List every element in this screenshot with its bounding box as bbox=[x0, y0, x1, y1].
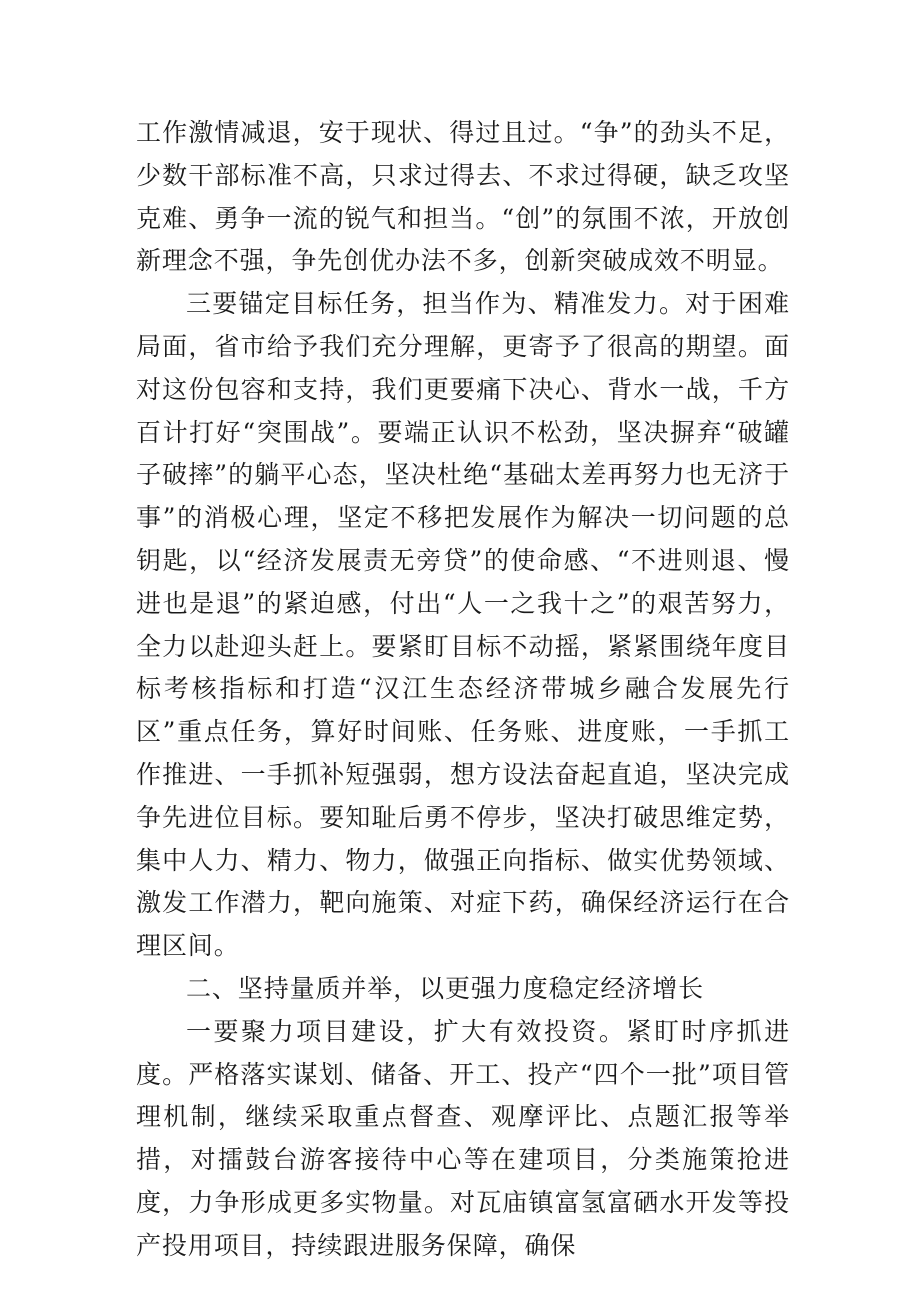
paragraph-continuation: 工作激情减退，安于现状、得过且过。“争”的劲头不足，少数干部标准不高，只求过得去、不求过得硬，缺乏攻坚克难、勇争一流的锐气和担当。“创”的氛围不浓，开放创新理念不强，争先创优办法不多，创新突破成效不明显。 bbox=[136, 118, 790, 276]
section-heading: 二、坚持量质并举，以更强力度稳定经济增长 bbox=[186, 973, 705, 1003]
paragraph-target-tasks: 三要锚定目标任务，担当作为、精准发力。对于困难局面，省市给予我们充分理解，更寄予了很高的期望。面对这份包容和支持，我们更要痛下决心、背水一战，千方百计打好“突围战”。要端正认识不松劲，坚决摒弃“破罐子破摔”的躺平心态，坚决杜绝“基础太差再努力也无济于事”的消极心理，坚定不移把发展作为解决一切问题的总钥匙，以“经济发展责无旁贷”的使命感、“不进则退、慢进也是退”的紧迫感，付出“人一之我十之”的艰苦努力，全力以赴迎头赶上。要紧盯目标不动摇，紧紧围绕年度目标考核指标和打造“汉江生态经济带城乡融合发展先行区”重点任务，算好时间账、任务账、进度账，一手抓工作推进、一手抓补短强弱，想方设法奋起直追，坚决完成争先进位目标。要知耻后勇不停步，坚决打破思维定势，集中人力、精力、物力，做强正向指标、做实优势领域、激发工作潜力，靶向施策、对症下药，确保经济运行在合理区间。 bbox=[136, 289, 790, 961]
paragraph-project-construction: 一要聚力项目建设，扩大有效投资。紧盯时序抓进度。严格落实谋划、储备、开工、投产“四个一批”项目管理机制，继续采取重点督查、观摩评比、点题汇报等举措，对擂鼓台游客接待中心等在建项目，分类施策抢进度，力争形成更多实物量。对瓦庙镇富氢富硒水开发等投产投用项目，持续跟进服务保障，确保 bbox=[136, 1016, 790, 1260]
document-body bbox=[136, 112, 790, 1268]
